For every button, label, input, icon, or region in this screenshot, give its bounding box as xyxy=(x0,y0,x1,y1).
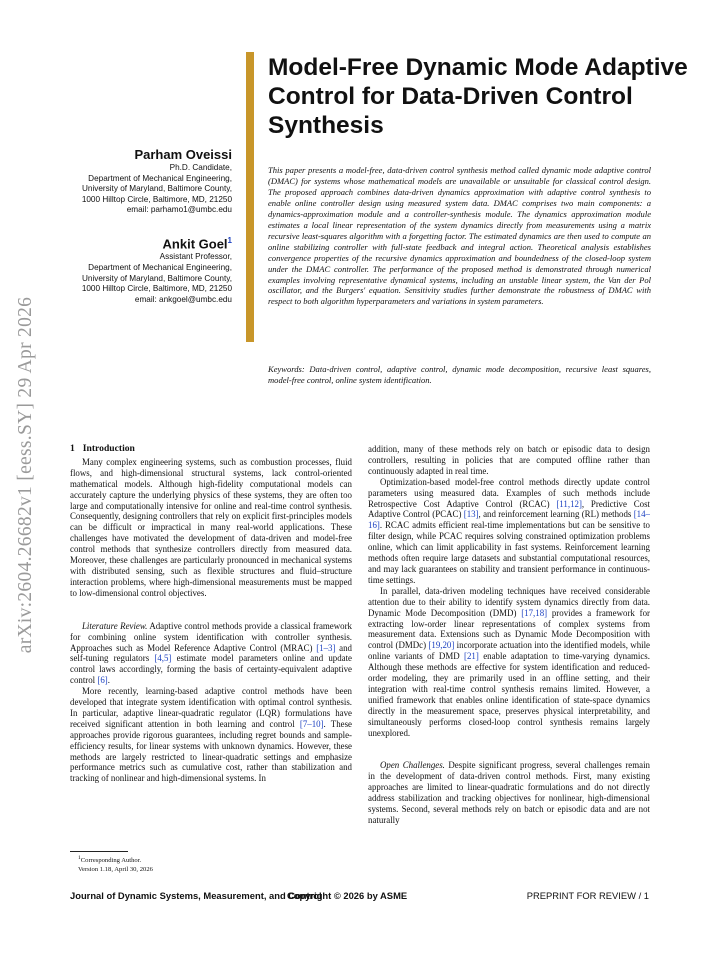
intro-paragraph: Many complex engineering systems, such as combustion processes, fluid flows, and high-dimensional structural systems, lack control-oriented mathematical models. Although high-fidelity computational models can accurately capture the underlying physics of these systems, they are often too large and computationally intensive for online and real-time control synthesis. Consequently, designing controllers that rely on explicit first-principles models can be difficult or impractical in many real-world applications. These challenges have motivated the development of data-driven and model-free control methods that synthesize controllers directly from measured data. Moreover, these challenges are particularly pronounced in mechanical systems with distributed sensing, such as flexible structures and fluid–structure interaction problems, where high-dimensional measurements must be mapped to low-dimensional control objectives. xyxy=(70,456,352,598)
author-affiliation-line: 1000 Hilltop Circle, Baltimore, MD, 21250 xyxy=(81,194,232,204)
dmd-paragraph: In parallel, data-driven modeling techniques have received considerable attention due to their ability to identify system dynamics directly from data. Dynamic Mode Decomposition (DMD) [17,18] provides a framework for extracting low-order linear representations of complex systems from measurement data. Extensions such as Dynamic Mode Decomposition with control (DMDc) [19,20] incorporate actuation into the identified models, while online variants of DMD [21] enable adaptation to time-varying dynamics. Although these methods are effective for system identification and reduced-order modeling, they are primarily used in an offline setting, and their integration with real-time control synthesis remains limited. However, a unified framework that enables online identification of state-space dynamics directly in the measurement space, preserves physical interpretability, and simultaneously performs closed-loop control synthesis remains largely unexplored. xyxy=(368,585,650,738)
citation-link[interactable]: [4,5] xyxy=(154,653,172,664)
keywords: Keywords: Data-driven control, adaptive control, dynamic mode decomposition, recursive least squares, model-free control, online system identification. xyxy=(268,364,651,385)
citation-link[interactable]: [13] xyxy=(463,509,479,520)
section-heading: 1 Introduction xyxy=(70,443,135,454)
author-affiliation-line: Department of Mechanical Engineering, xyxy=(88,173,232,183)
continued-paragraph: addition, many of these methods rely on batch or episodic data to design controllers, resulting in policies that are computed offline rather than continuously adapted in real time. xyxy=(368,444,650,476)
title-accent-bar xyxy=(246,52,254,342)
optimization-paragraph: Optimization-based model-free control methods directly update control parameters using measured data. Examples of such methods include Retrospective Cost Adaptive Control (RCAC) [11,12], Predictive Cost Adaptive Control (PCAC) [13], and reinforcement learning (RL) methods [14–16]. RCAC admits efficient real-time implementations but can be sensitive to filter design, while PCAC requires solving constrained optimization problems online, which can limit applicability in fast systems. Reinforcement learning methods often require large datasets and substantial computational resources, and may lack guarantees on stability and transient performance in continuous-time settings. xyxy=(368,476,650,585)
author-affiliation-line: Ph.D. Candidate, xyxy=(169,163,232,172)
citation-link[interactable]: [14–16] xyxy=(368,509,650,531)
footnote-rule xyxy=(70,851,128,852)
author-affiliation-line: Assistant Professor, xyxy=(159,252,232,262)
literature-review-paragraph: Literature Review. Adaptive control methods provide a classical framework for combining online system identification with controller synthesis. Approaches such as Model Reference Adaptive Control (MRAC) [1–3] and self-tuning regulators [4,5] estimate model parameters online and update control laws accordingly, forming the basis of certainty-equivalent adaptive control [6]. xyxy=(70,620,352,686)
author-email: email: parhamo1@umbc.edu xyxy=(126,205,232,215)
citation-link[interactable]: [19,20] xyxy=(428,640,455,651)
author-block-2 xyxy=(60,233,232,305)
paper-title: Model-Free Dynamic Mode Adaptive Control for Data-Driven Control Synthesis xyxy=(268,54,688,139)
footer-journal: Journal of Dynamic Systems, Measurement, and Control xyxy=(70,890,322,901)
author-affiliation-line: 1000 Hilltop Circle, Baltimore, MD, 21250 xyxy=(81,284,232,294)
author-email: email: ankgoel@umbc.edu xyxy=(134,294,232,304)
citation-link[interactable]: [11,12] xyxy=(556,498,582,509)
open-challenges-paragraph: Open Challenges. Despite significant progress, several challenges remain in the development of data-driven control methods. First, many existing approaches are limited to linear-quadratic formulations and do not directly address stabilization and tracking objectives for nonlinear, high-dimensional systems. Second, several methods rely on batch or episodic data and are not naturally xyxy=(368,760,650,825)
learning-control-paragraph: More recently, learning-based adaptive control methods have been developed that integrate system identification with optimal control synthesis. In particular, adaptive linear-quadratic regulator (LQR) formulations have received significant attention in both learning and control [7–10]. These approaches provide rigorous guarantees, including regret bounds and sample-efficiency results, for linear systems with unknown dynamics. However, these methods are largely restricted to linear-quadratic settings and emphasize performance metrics such as cumulative cost, rather than stabilization and tracking of nonlinear and high-dimensional systems. In xyxy=(70,686,352,784)
author-affiliation-line: University of Maryland, Baltimore County, xyxy=(81,184,232,194)
citation-link[interactable]: [1–3] xyxy=(316,642,336,653)
author-name: Ankit Goel$^1$ xyxy=(162,236,232,252)
author-block-1 xyxy=(60,147,232,216)
author-affiliation-line: University of Maryland, Baltimore County, xyxy=(81,273,232,283)
footnote: $^1$Corresponding Author. Version 1.18, April 30, 2026 xyxy=(78,855,153,874)
citation-link[interactable]: [17,18] xyxy=(521,607,548,618)
left-column xyxy=(70,444,352,784)
citation-link[interactable]: [7–10] xyxy=(299,718,324,729)
right-column xyxy=(368,444,650,826)
arxiv-stamp: arXiv:2604.26682v1 [eess.SY] 29 Apr 2026 xyxy=(15,296,36,654)
footnote-mark[interactable]: 1 xyxy=(227,236,232,245)
footer-copyright: Copyright © 2026 by ASME xyxy=(287,890,408,901)
citation-link[interactable]: [6] xyxy=(97,675,108,686)
footer-preprint: PREPRINT FOR REVIEW / 1 xyxy=(526,890,649,901)
version-line: Version 1.18, April 30, 2026 xyxy=(78,866,153,874)
author-name: Parham Oveissi xyxy=(134,147,232,162)
citation-link[interactable]: [21] xyxy=(464,651,479,662)
abstract: This paper presents a model-free, data-driven control synthesis method called dynamic mode adaptive control (DMAC) for systems whose mathematical models are unavailable or unsuitable for classical control design. The proposed approach combines data-driven dynamics approximation with adaptive control synthesis to enable online controller design using measured system data. DMAC comprises two main components: a dynamics-approximation module and a controller-synthesis module. The dynamics approximation module estimates a local linear representation of the system dynamics directly from measurements using a matrix recursive least-squares algorithm with a forgetting factor. The estimated dynamics are then used to compute an online stabilizing controller with full-state feedback and integral action. Theoretical analysis establishes convergence properties of the recursive dynamics approximation and boundedness of the closed-loop system under the DMAC controller. The performance of the proposed method is demonstrated through numerical examples involving representative dynamical systems, including an unstable linear system, the Van der Pol oscillator, and the Burgers' equation. Sensitivity studies further demonstrate the robustness of DMAC with respect to both algorithm hyperparameters and variations in system parameters. xyxy=(268,165,651,307)
author-affiliation-line: Department of Mechanical Engineering, xyxy=(88,262,232,272)
